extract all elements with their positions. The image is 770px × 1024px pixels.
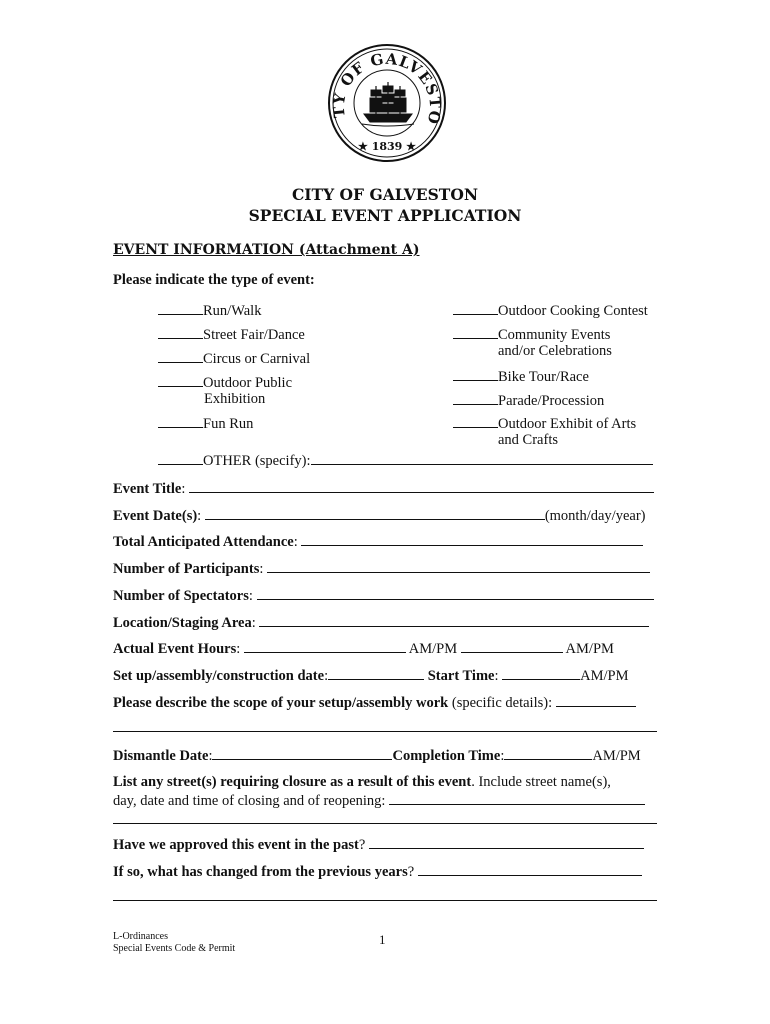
changed-field[interactable]: If so, what has changed from the previous years? xyxy=(113,863,642,881)
event-type-run-walk[interactable]: Run/Walk xyxy=(158,301,261,320)
dismantle-field[interactable]: Dismantle Date: Completion Time: AM/PM xyxy=(113,748,641,764)
ship-icon xyxy=(362,82,414,126)
city-seal xyxy=(326,42,448,164)
event-type-street-fair[interactable]: Street Fair/Dance xyxy=(158,325,305,344)
event-hours-field[interactable]: Actual Event Hours: AM/PM AM/PM xyxy=(113,641,614,657)
scope-line[interactable] xyxy=(113,731,657,732)
event-type-arts-crafts-line2: and Crafts xyxy=(498,432,558,448)
street-closure-line[interactable] xyxy=(113,823,657,824)
street-closure-field: List any street(s) requiring closure as a result of this event. Include street name(s), xyxy=(113,774,611,790)
page-number: 1 xyxy=(379,932,386,947)
event-type-fun-run[interactable]: Fun Run xyxy=(158,414,253,433)
event-type-other[interactable]: OTHER (specify): xyxy=(158,451,653,470)
footer-left: L-Ordinances Special Events Code & Permit xyxy=(113,931,236,954)
event-type-parade[interactable]: Parade/Procession xyxy=(453,391,604,410)
scope-field[interactable]: Please describe the scope of your setup/assembly work (specific details): xyxy=(113,694,636,712)
title-line2: SPECIAL EVENT APPLICATION xyxy=(248,206,522,225)
participants-field[interactable]: Number of Participants: xyxy=(113,560,650,578)
street-closure-line2[interactable]: day, date and time of closing and of reopening: xyxy=(113,792,645,810)
title-line1: CITY OF GALVESTON xyxy=(291,185,479,204)
event-type-circus[interactable]: Circus or Carnival xyxy=(158,349,310,368)
event-type-outdoor-public[interactable]: Outdoor Public xyxy=(158,373,292,392)
event-type-prompt: Please indicate the type of event: xyxy=(113,272,315,288)
event-type-bike-tour[interactable]: Bike Tour/Race xyxy=(453,367,589,386)
setup-date-field[interactable]: Set up/assembly/construction date: Start Time: AM/PM xyxy=(113,668,629,684)
approved-field[interactable]: Have we approved this event in the past? xyxy=(113,836,644,854)
event-title-field[interactable]: Event Title: xyxy=(113,480,654,498)
attendance-field[interactable]: Total Anticipated Attendance: xyxy=(113,533,643,551)
event-type-community[interactable]: Community Events xyxy=(453,325,610,344)
event-type-arts-crafts[interactable]: Outdoor Exhibit of Arts xyxy=(453,414,636,433)
section-title: EVENT INFORMATION (Attachment A) xyxy=(113,242,420,258)
location-field[interactable]: Location/Staging Area: xyxy=(113,614,649,632)
seal-year: ★ 1839 ★ xyxy=(358,140,416,153)
event-dates-field[interactable]: Event Date(s): (month/day/year) xyxy=(113,508,646,524)
seal-text: TY OF GALVESTO xyxy=(329,49,445,127)
changed-line[interactable] xyxy=(113,900,657,901)
event-type-cooking[interactable]: Outdoor Cooking Contest xyxy=(453,301,648,320)
spectators-field[interactable]: Number of Spectators: xyxy=(113,587,654,605)
event-type-community-line2: and/or Celebrations xyxy=(498,343,612,359)
event-type-outdoor-public-line2: Exhibition xyxy=(204,391,266,407)
